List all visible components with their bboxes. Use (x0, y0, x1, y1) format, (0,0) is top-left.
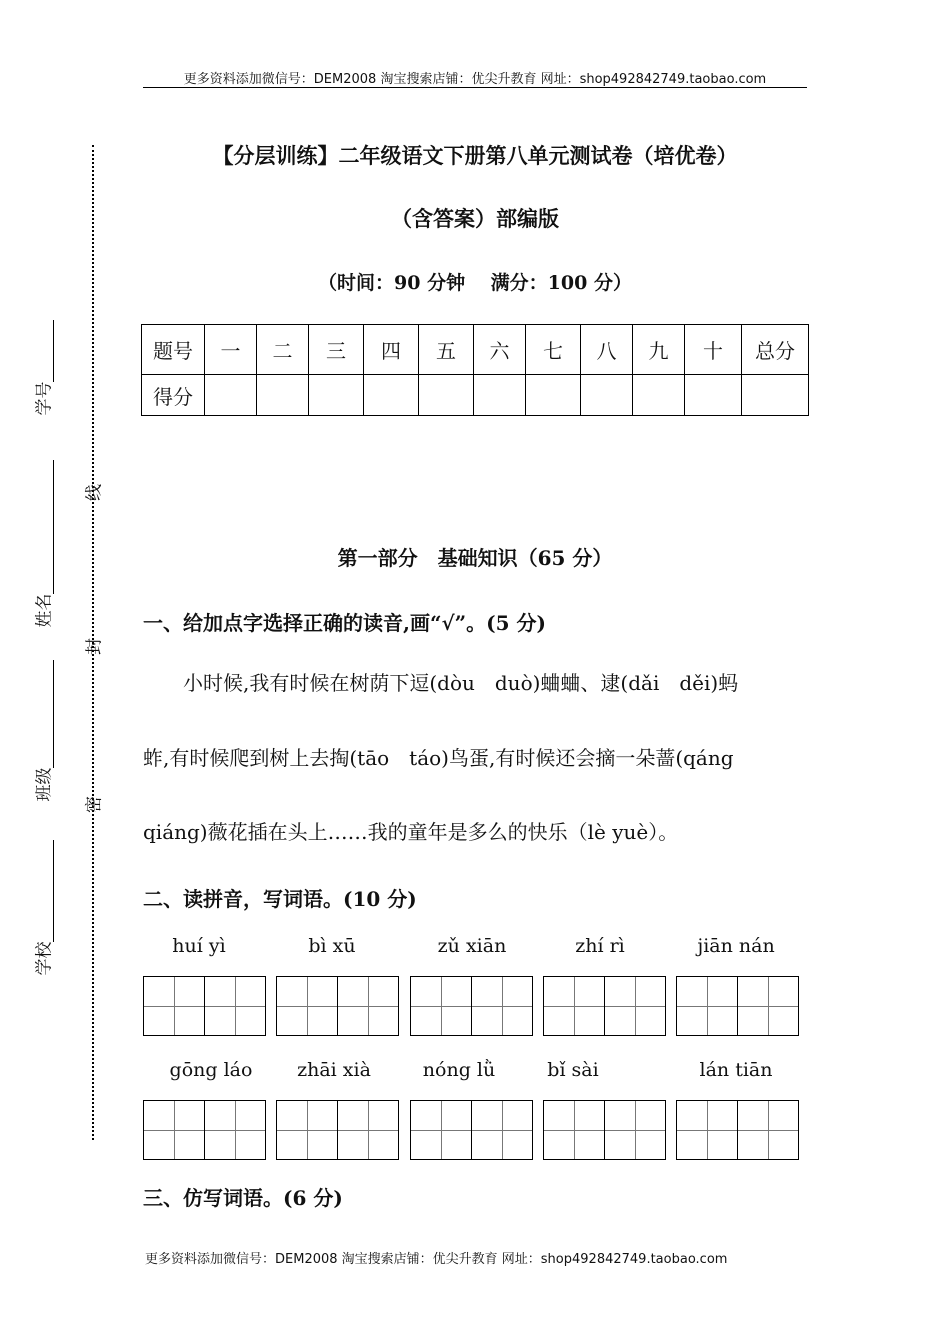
writing-grid[interactable] (410, 1100, 533, 1160)
score-cell[interactable] (419, 375, 474, 416)
q1-text-line3: qiáng)薇花插在头上……我的童年是多么的快乐（lè yuè）。 (143, 820, 679, 844)
score-cell[interactable] (205, 375, 257, 416)
school-blank[interactable] (53, 840, 54, 942)
score-header-cell: 九 (633, 325, 685, 375)
exam-time-score: （时间：90 分钟 满分：100 分） (318, 272, 632, 294)
part1-title: 第一部分 基础知识（65 分） (337, 546, 613, 570)
score-header-cell: 三 (309, 325, 364, 375)
seal-word-line: 线 (84, 484, 105, 501)
pinyin-label: zhí rì (575, 935, 625, 957)
exam-subtitle: （含答案）部编版 (391, 206, 559, 231)
writing-grid[interactable] (276, 1100, 399, 1160)
seal-word-seal: 封 (84, 638, 105, 655)
writing-grid[interactable] (676, 1100, 799, 1160)
q3-heading: 三、仿写词语。(6 分) (143, 1186, 343, 1210)
writing-grid[interactable] (410, 976, 533, 1036)
score-header-cell: 十 (685, 325, 742, 375)
score-header-row (142, 325, 809, 375)
score-cell[interactable] (742, 375, 809, 416)
score-header-cell: 题号 (142, 325, 205, 375)
score-header-cell: 二 (257, 325, 309, 375)
student-number-blank[interactable] (53, 320, 54, 382)
q2-heading: 二、读拼音，写词语。(10 分) (143, 887, 417, 911)
pinyin-label: gōng láo (169, 1059, 253, 1081)
pinyin-label: huí yì (172, 935, 226, 957)
score-cell[interactable] (633, 375, 685, 416)
score-cell[interactable] (309, 375, 364, 416)
q1-text-line2: 蚱,有时候爬到树上去掏(tāo táo)鸟蛋,有时候还会摘一朵蔷(qáng (143, 746, 734, 770)
score-cell[interactable] (474, 375, 526, 416)
score-cell[interactable] (526, 375, 581, 416)
q1-text-line1: 小时候,我有时候在树荫下逗(dòu duò)蛐蛐、逮(dǎi děi)蚂 (143, 671, 739, 695)
score-row (142, 375, 809, 416)
score-cell[interactable] (685, 375, 742, 416)
score-header-cell: 总分 (742, 325, 809, 375)
seal-word-secret: 密 (84, 796, 105, 813)
class-blank[interactable] (53, 660, 54, 768)
score-header-cell: 一 (205, 325, 257, 375)
score-cell[interactable] (257, 375, 309, 416)
score-cell[interactable] (581, 375, 633, 416)
class-label: 班级 (34, 767, 55, 802)
pinyin-label: bǐ sài (547, 1059, 599, 1081)
pinyin-label: bì xū (308, 935, 356, 957)
writing-grid[interactable] (543, 976, 666, 1036)
writing-grid[interactable] (276, 976, 399, 1036)
pinyin-label: nóng lǜ (422, 1059, 496, 1081)
score-row-label: 得分 (142, 375, 205, 416)
exam-title: 【分层训练】二年级语文下册第八单元测试卷（培优卷） (212, 143, 738, 168)
score-table (141, 324, 809, 416)
score-header-cell: 五 (419, 325, 474, 375)
page-header: 更多资料添加微信号：DEM2008 淘宝搜索店铺：优尖升教育 网址：shop492842749.taobao.com (183, 72, 767, 87)
name-blank[interactable] (53, 460, 54, 594)
pinyin-label: jiān nán (697, 935, 775, 957)
score-header-cell: 四 (364, 325, 419, 375)
score-header-cell: 六 (474, 325, 526, 375)
writing-grid[interactable] (676, 976, 799, 1036)
school-label: 学校 (34, 941, 55, 976)
page-footer: 更多资料添加微信号：DEM2008 淘宝搜索店铺：优尖升教育 网址：shop492842749.taobao.com (145, 1252, 728, 1267)
header-divider (143, 87, 807, 88)
score-header-cell: 七 (526, 325, 581, 375)
name-label: 姓名 (34, 593, 55, 628)
q1-heading: 一、给加点字选择正确的读音,画“√”。(5 分) (143, 611, 546, 635)
pinyin-label: zhāi xià (297, 1059, 371, 1081)
writing-grid[interactable] (543, 1100, 666, 1160)
student-number-label: 学号 (34, 381, 55, 416)
score-header-cell: 八 (581, 325, 633, 375)
pinyin-label: lán tiān (699, 1059, 773, 1081)
writing-grid[interactable] (143, 976, 266, 1036)
score-cell[interactable] (364, 375, 419, 416)
writing-grid[interactable] (143, 1100, 266, 1160)
pinyin-label: zǔ xiān (437, 935, 507, 957)
